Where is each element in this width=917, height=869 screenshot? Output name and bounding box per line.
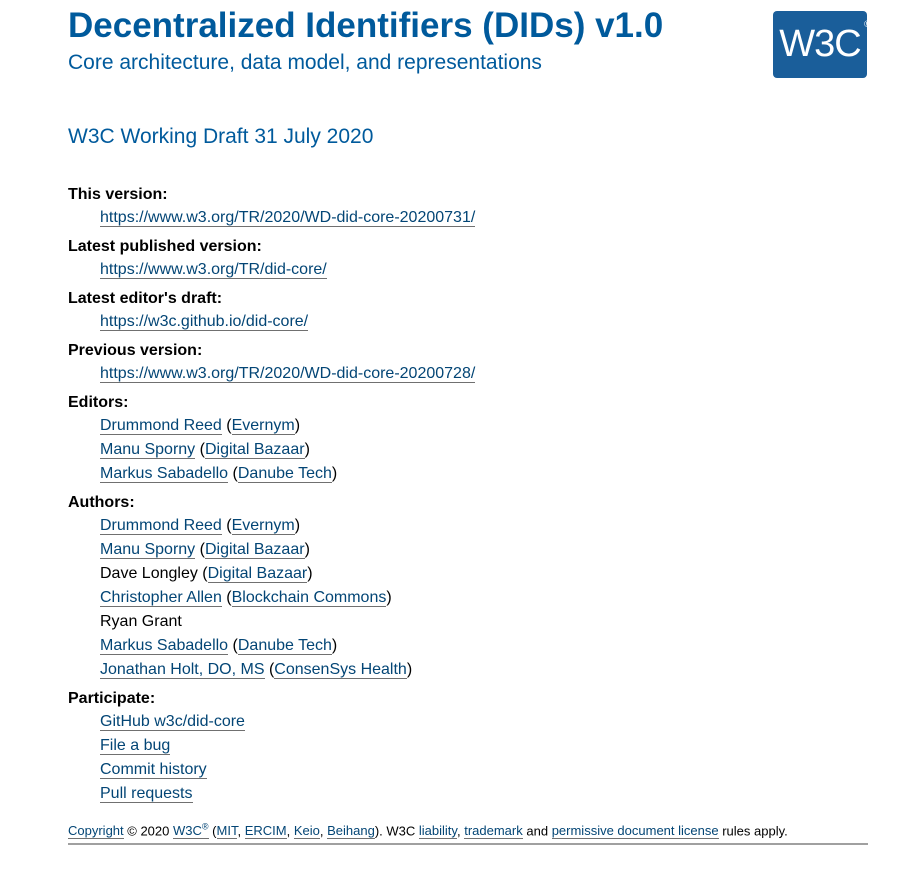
author-item [100, 610, 868, 634]
w3c-text: W3C [386, 823, 416, 839]
w3c-logo-mark: ® [864, 19, 870, 29]
w3c-logo-text: W3C [779, 23, 861, 65]
participate-item [100, 734, 868, 758]
author-name-link[interactable]: Markus Sabadello [100, 637, 229, 654]
author-item: Jonathan Holt, DO, MS (ConsenSys Health) [100, 661, 413, 678]
author-name: Ryan Grant [100, 613, 182, 630]
this-version-value [100, 206, 868, 230]
author-org-link[interactable]: Evernym [231, 517, 295, 534]
this-version-label: This version: [68, 186, 168, 203]
editor-item: Drummond Reed (Evernym) [100, 417, 301, 434]
this-version-link[interactable]: https://www.w3.org/TR/2020/WD-did-core-20200731/ [100, 209, 476, 226]
beihang-link[interactable]: Beihang [327, 823, 375, 839]
previous-version-value [100, 362, 868, 386]
copyright-link[interactable]: Copyright [68, 823, 124, 839]
participate-item [100, 710, 868, 734]
author-org-link[interactable]: Digital Bazaar [204, 541, 305, 558]
pull-requests-link[interactable]: Pull requests [100, 785, 193, 802]
editors-label: Editors: [68, 394, 129, 411]
latest-editors-draft-label: Latest editor's draft: [68, 290, 223, 307]
editor-name-link[interactable]: Drummond Reed [100, 417, 222, 434]
commit-history-link[interactable]: Commit history [100, 761, 207, 778]
editor-name-link[interactable]: Markus Sabadello [100, 465, 229, 482]
keio-link[interactable]: Keio [293, 823, 320, 839]
paren-close: ). [374, 823, 383, 839]
author-name-link[interactable]: Manu Sporny [100, 541, 196, 558]
latest-editors-draft-link[interactable]: https://w3c.github.io/did-core/ [100, 313, 309, 330]
rules-text: rules apply. [722, 823, 788, 839]
page-subtitle: Core architecture, data model, and representations [68, 51, 542, 74]
latest-editors-draft-value [100, 310, 868, 334]
paren-open: ( [212, 823, 217, 839]
w3c-logo-link[interactable] [773, 11, 870, 78]
editor-name-link[interactable]: Manu Sporny [100, 441, 196, 458]
editor-org-link[interactable]: Digital Bazaar [204, 441, 305, 458]
header-divider [68, 843, 868, 845]
editor-org-link[interactable]: Evernym [231, 417, 295, 434]
page-title: Decentralized Identifiers (DIDs) v1.0 [68, 6, 664, 45]
liability-link[interactable]: liability [418, 823, 457, 839]
author-item: Christopher Allen (Blockchain Commons) [100, 589, 392, 606]
author-name-link[interactable]: Drummond Reed [100, 517, 222, 534]
previous-version-label: Previous version: [68, 342, 203, 359]
document-metadata [68, 185, 868, 806]
author-item: Dave Longley (Digital Bazaar) [100, 565, 313, 582]
author-name-link[interactable]: Jonathan Holt, DO, MS [100, 661, 265, 678]
file-bug-link[interactable]: File a bug [100, 737, 171, 754]
copyright-year: © 2020 [127, 823, 170, 839]
editor-org-link[interactable]: Danube Tech [237, 465, 332, 482]
latest-published-label: Latest published version: [68, 238, 262, 255]
authors-label: Authors: [68, 494, 135, 511]
author-org-link[interactable]: Danube Tech [237, 637, 332, 654]
editor-item: Markus Sabadello (Danube Tech) [100, 465, 338, 482]
author-name-link[interactable]: Christopher Allen [100, 589, 222, 606]
document-license-link[interactable]: permissive document license [551, 823, 719, 839]
and-text: and [526, 823, 549, 839]
author-item: Drummond Reed (Evernym) [100, 517, 301, 534]
latest-published-link[interactable]: https://www.w3.org/TR/did-core/ [100, 261, 327, 278]
registered-mark: ® [201, 822, 209, 832]
participate-item [100, 758, 868, 782]
author-org-link[interactable]: Blockchain Commons [231, 589, 387, 606]
w3c-logo [779, 19, 870, 66]
github-repo-link[interactable]: GitHub w3c/did-core [100, 713, 245, 730]
previous-version-link[interactable]: https://www.w3.org/TR/2020/WD-did-core-20200728/ [100, 365, 476, 382]
author-item: Markus Sabadello (Danube Tech) [100, 637, 338, 654]
ercim-link[interactable]: ERCIM [244, 823, 287, 839]
author-org-link[interactable]: Digital Bazaar [207, 565, 308, 582]
document-status: W3C Working Draft 31 July 2020 [68, 125, 374, 148]
w3c-link-text: W3C [173, 823, 202, 839]
editor-item: Manu Sporny (Digital Bazaar) [100, 441, 310, 458]
author-item: Manu Sporny (Digital Bazaar) [100, 541, 310, 558]
w3c-link[interactable] [173, 823, 209, 839]
author-name: Dave Longley [100, 565, 198, 582]
trademark-link[interactable]: trademark [464, 823, 523, 839]
mit-link[interactable]: MIT [216, 823, 238, 839]
participate-label: Participate: [68, 690, 156, 707]
participate-item [100, 782, 868, 806]
author-org-link[interactable]: ConsenSys Health [274, 661, 407, 678]
copyright-notice: Copyright © 2020 W3C® (MIT, ERCIM, Keio, Beihang). W3C liability, trademark and permissive document license rules apply. [68, 822, 788, 839]
latest-published-value [100, 258, 868, 282]
